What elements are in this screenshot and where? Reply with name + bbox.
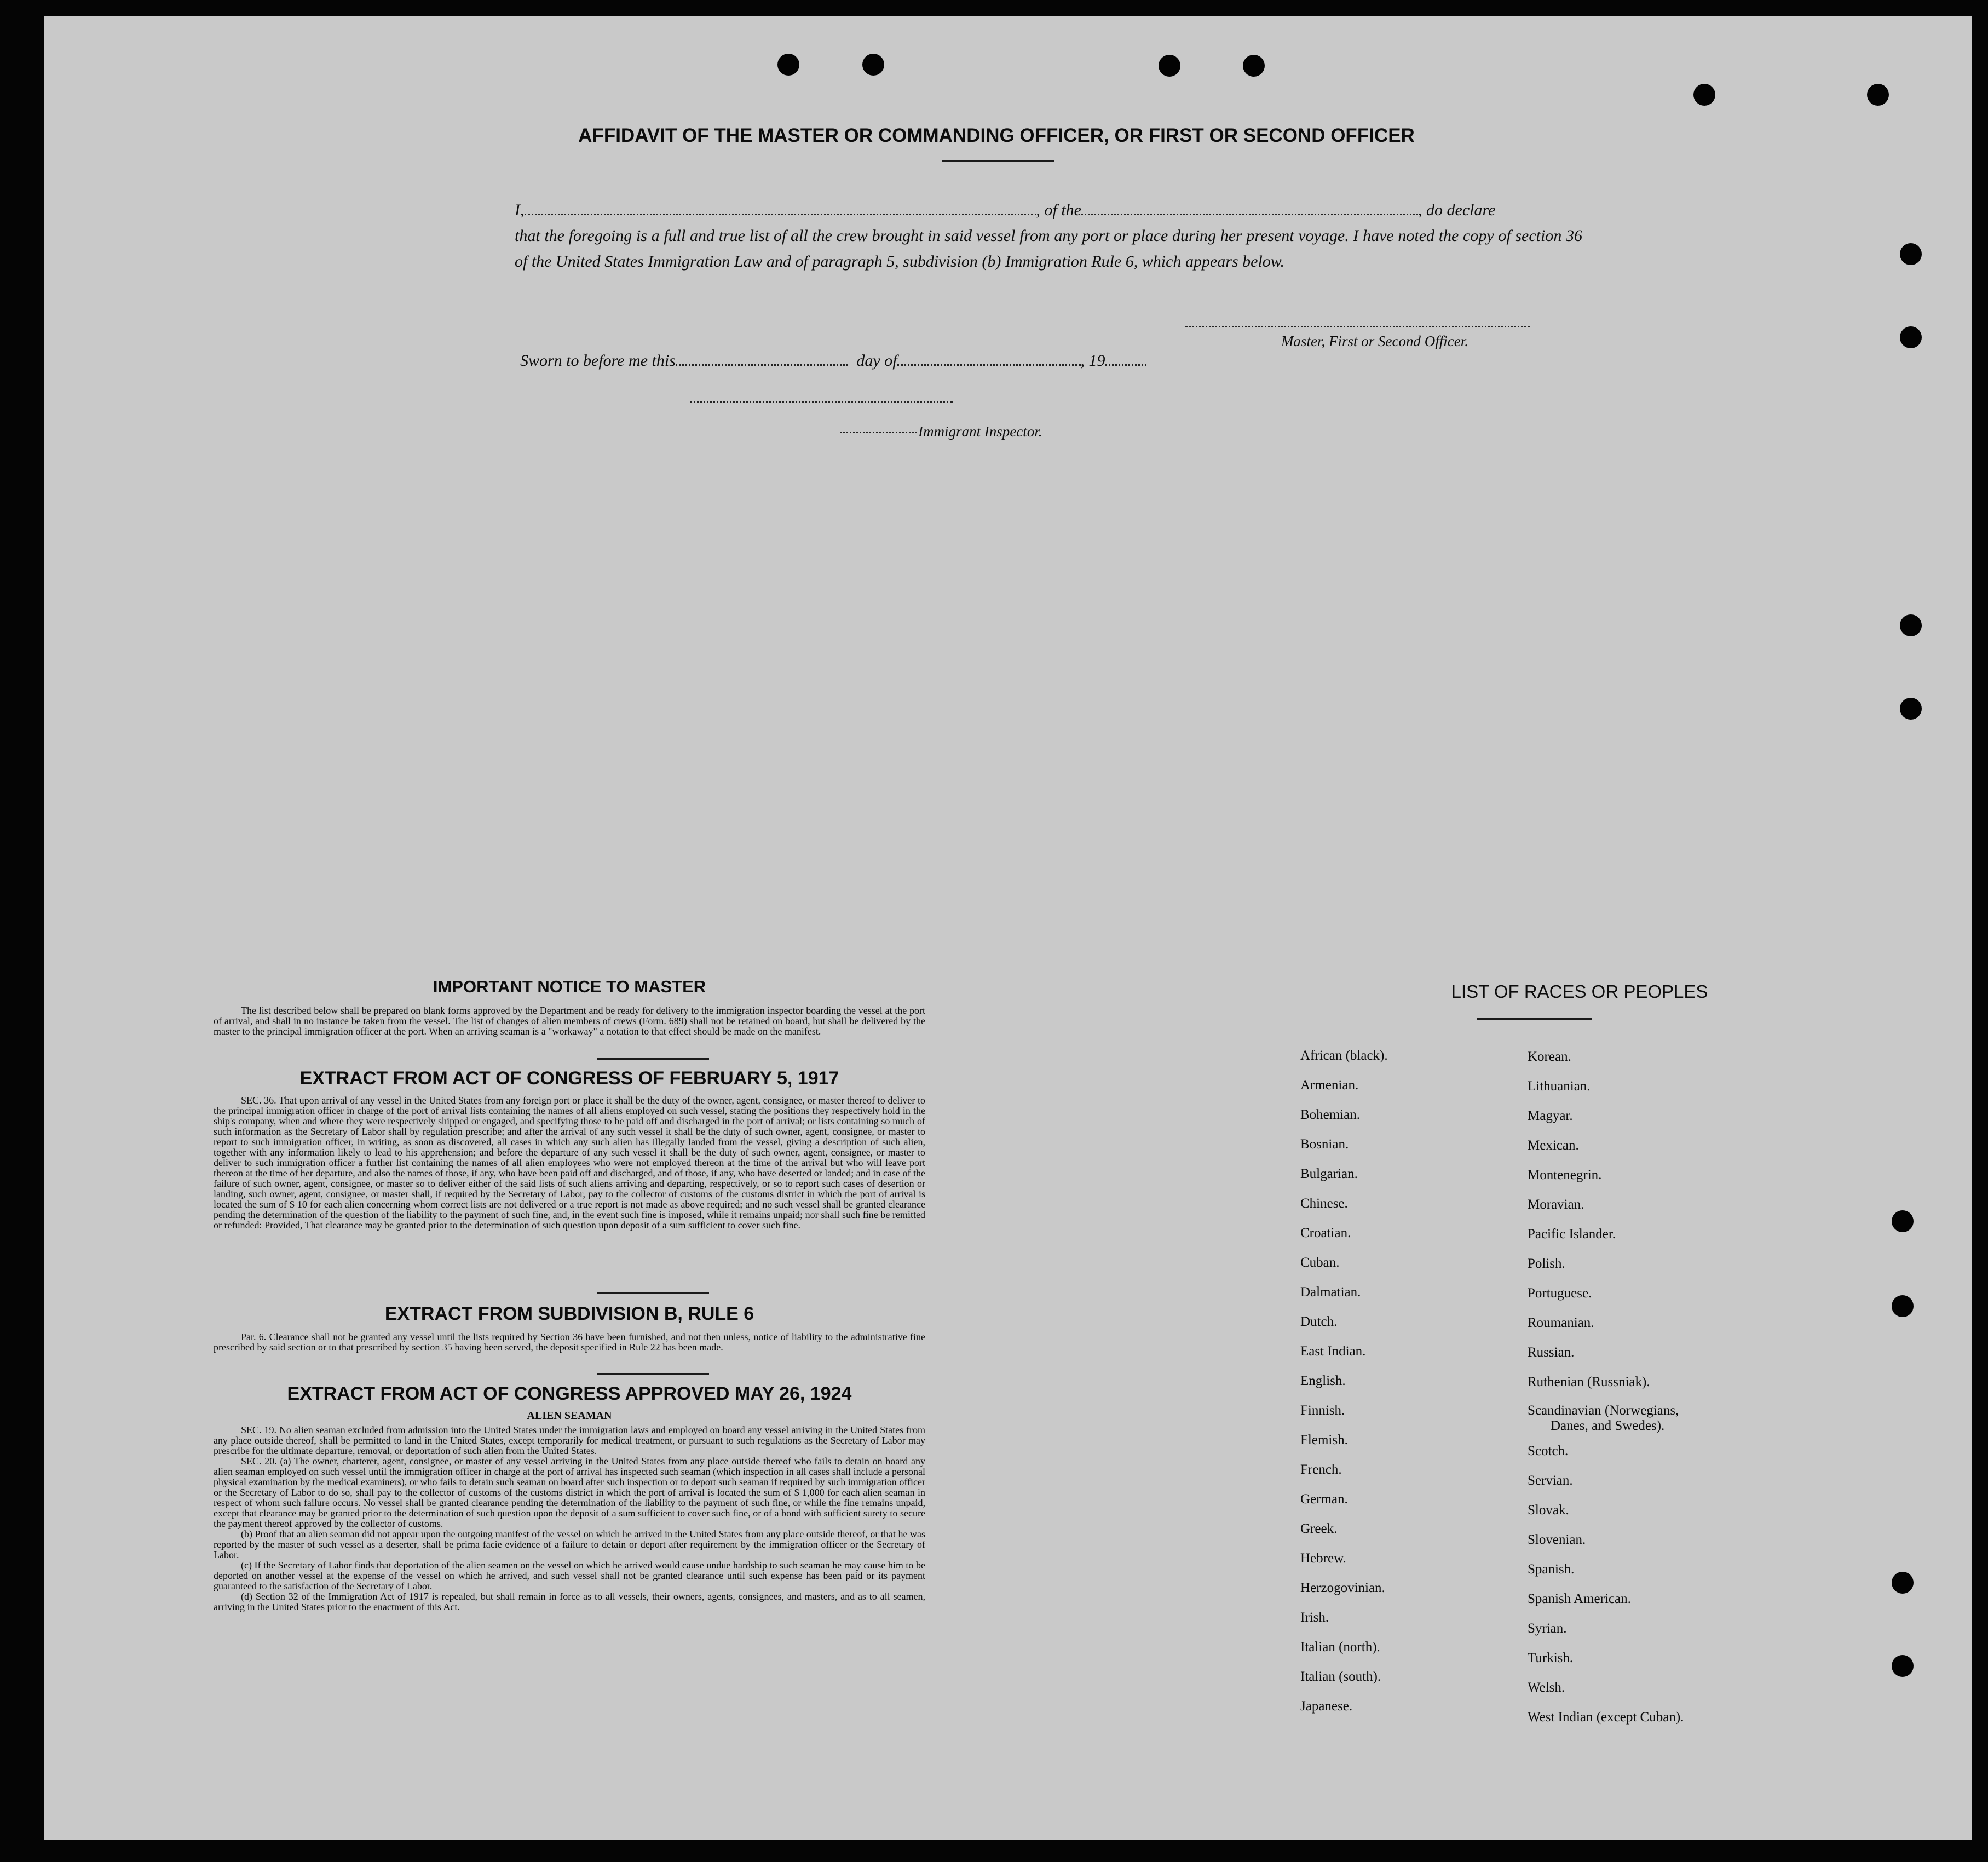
punch-hole <box>1892 1655 1914 1677</box>
sworn-year-field[interactable] <box>1105 361 1146 366</box>
affidavit-title: AFFIDAVIT OF THE MASTER OR COMMANDING OFFICER, OR FIRST OR SECOND OFFICER <box>578 125 1415 146</box>
race-right: Scandinavian (Norwegians, <box>1528 1403 1679 1418</box>
race-right: Polish. <box>1528 1256 1565 1271</box>
race-right: Montenegrin. <box>1528 1168 1602 1182</box>
notice-body <box>214 1005 925 1037</box>
extract-1924-title: EXTRACT FROM ACT OF CONGRESS APPROVED MAY 26, 1924 <box>287 1383 852 1404</box>
notice-text: The list described below shall be prepared on blank forms approved by the Department and be ready for delivery to the immigration inspector boarding the vessel at the port of arrival, and shall in no instance be taken from the vessel. The list of changes of alien members of crews (Form. 689) shall not be retained on board, but shall be delivered by the master to the principal immigration officer at the port. When an arriving seaman is a "workaway" a notation to that effect should be made on the manifest. <box>214 1005 925 1037</box>
punch-hole <box>777 54 799 76</box>
race-right: Magyar. <box>1528 1108 1573 1123</box>
year-prefix: , 19 <box>1080 352 1105 370</box>
divider <box>597 1373 709 1375</box>
race-right: Slovenian. <box>1528 1532 1586 1547</box>
races-title: LIST OF RACES OR PEOPLES <box>1451 981 1708 1002</box>
master-signature-line[interactable] <box>1185 326 1530 327</box>
sworn-text: Sworn to before me this <box>520 352 676 370</box>
rule-6-body <box>214 1332 925 1353</box>
divider <box>597 1292 709 1294</box>
declaration <box>515 197 1582 274</box>
sec-36-text: SEC. 36. That upon arrival of any vessel in the United States from any foreign port or place it shall be the duty of the owner, agent, consignee, or master thereof to deliver to the principal immigration officer in charge of the port of arrival lists containing the names of all aliens employed on such vessel, stating the positions they respectively hold in the ship's company, when and where they were respectively shipped or engaged, and specifying those to be paid off and discharged in the port of arrival; or lists containing so much of such information as the Secretary of Labor shall by regulation prescribe; and after the arrival of any such vessel it shall be the duty of such owner, agent, consignee, or master to report to such immigration officer, in writing, as soon as discovered, all cases in which any such alien has illegally landed from the vessel, giving a description of such alien, together with any information likely to lead to his apprehension; and before the departure of any such vessel it shall be the duty of such owner, agent, consignee, or master to deliver to such immigration officer a further list containing the names of all alien employees who were not employed thereon at the time of the arrival but who will leave port thereon at the time of her departure, and also the names of those, if any, who have been paid off and discharged, and of those, if any, who have deserted or landed; and in case of the failure of such owner, agent, consignee, or master so to deliver either of the said lists of such aliens arriving and departing, respectively, or so to report such cases of desertion or landing, such owner, agent, consignee, or master shall, if required by the Secretary of Labor, pay to the collector of customs of the customs district in which the port of arrival is located the sum of $ 10 for each alien concerning whom correct lists are not delivered or a true report is not made as above required; and no such vessel shall be granted clearance pending the determination of the question of the liability to the payment of such fine, and, in the event such fine is imposed, while it remains unpaid; nor shall such fine be remitted or refunded: Provided, That clearance may be granted prior to the determination of such question upon deposit of a sum sufficient to cover such fine. <box>214 1095 925 1231</box>
sec-20b-text: (b) Proof that an alien seaman did not appear upon the outgoing manifest of the vessel on which he arrived in the United States from any place outside thereof, or that he was reported by the master of such vessel as a deserter, shall be prima facie evidence of a failure to detain or deport after requirement by the immigration officer or the Secretary of Labor. <box>214 1528 925 1560</box>
punch-hole <box>1867 84 1889 106</box>
race-left: Bosnian. <box>1300 1137 1349 1152</box>
race-left: German. <box>1300 1492 1348 1507</box>
race-right: Mexican. <box>1528 1138 1579 1153</box>
race-left: French. <box>1300 1462 1342 1477</box>
race-left: Italian (north). <box>1300 1640 1380 1654</box>
inspector-label: Immigrant Inspector. <box>918 423 1042 440</box>
race-right: Spanish American. <box>1528 1591 1631 1606</box>
race-right: Slovak. <box>1528 1503 1569 1518</box>
race-right: Korean. <box>1528 1049 1571 1064</box>
race-right: Portuguese. <box>1528 1286 1592 1301</box>
vessel-field[interactable] <box>1081 210 1418 215</box>
race-right: Welsh. <box>1528 1680 1565 1695</box>
sworn-month-field[interactable] <box>897 361 1081 366</box>
race-left: Greek. <box>1300 1521 1338 1536</box>
race-right: Syrian. <box>1528 1621 1567 1636</box>
race-right: Ruthenian (Russniak). <box>1528 1375 1650 1389</box>
document-page <box>44 16 1972 1840</box>
punch-hole <box>1900 243 1922 265</box>
race-right: Lithuanian. <box>1528 1079 1591 1094</box>
divider <box>1477 1018 1592 1020</box>
race-right: Danes, and Swedes). <box>1551 1418 1665 1433</box>
sworn-line <box>520 352 1146 370</box>
race-left: Dalmatian. <box>1300 1285 1361 1300</box>
rule-6-title: EXTRACT FROM SUBDIVISION B, RULE 6 <box>384 1303 754 1324</box>
inspector-signature-line[interactable] <box>690 401 953 403</box>
punch-hole <box>1159 55 1180 77</box>
sec-20c-text: (c) If the Secretary of Labor finds that deportation of the alien seamen on the vessel on which he arrived would cause undue hardship to such seaman he may cause him to be deported on another vessel at the expense of the vessel on which he arrived, and such vessel shall not be granted clearance until such expense has been paid or its payment guaranteed to the satisfaction of the Secretary of Labor. <box>214 1560 925 1591</box>
punch-hole <box>1900 698 1922 720</box>
race-right: Servian. <box>1528 1473 1573 1488</box>
sec-19-text: SEC. 19. No alien seaman excluded from admission into the United States under the immigration laws and employed on board any vessel arriving in the United States from any place outside thereof, shall be permitted to land in the United States, except temporarily for medical treatment, or pursuant to such regulations as the Secretary of Labor may prescribe for the ultimate departure, removal, or deportation of such alien from the United States. <box>214 1424 925 1456</box>
sworn-day-field[interactable] <box>676 361 848 366</box>
race-right: Pacific Islander. <box>1528 1227 1616 1242</box>
race-right: Roumanian. <box>1528 1315 1594 1330</box>
punch-hole <box>1892 1210 1914 1232</box>
extract-1917-title: EXTRACT FROM ACT OF CONGRESS OF FEBRUARY 5, 1917 <box>299 1068 839 1089</box>
decl-i: I, <box>515 201 525 219</box>
race-left: Bohemian. <box>1300 1107 1361 1122</box>
punch-hole <box>1693 84 1715 106</box>
race-left: Cuban. <box>1300 1255 1340 1270</box>
inspector-dots <box>840 432 917 433</box>
race-left: Hebrew. <box>1300 1551 1346 1566</box>
extract-1924-body <box>214 1425 925 1612</box>
race-right: Spanish. <box>1528 1562 1575 1577</box>
notice-title: IMPORTANT NOTICE TO MASTER <box>433 977 706 996</box>
punch-hole <box>1892 1572 1914 1594</box>
race-left: Herzogovinian. <box>1300 1581 1385 1595</box>
sec-20a-text: SEC. 20. (a) The owner, charterer, agent, consignee, or master of any vessel arriving in the United States from any place outside thereof who fails to detain on board any alien seaman employed on such vessel until the immigration officer in charge at the port of arrival has inspected such seaman (which inspection in all cases shall include a personal physical examination by the medical examiners), or who fails to detain such seaman on board after such inspection or to deport such seaman if required by such immigration officer or the Secretary of Labor to do so, shall pay to the collector of customs of the customs district in which the port of arrival is located the sum of $ 1,000 for each alien seaman in respect of whom such failure occurs. No vessel shall be granted clearance pending the determination of the liability to the payment of such fine, or while the fine remains unpaid, except that clearance may be granted prior to the determination of such question upon the deposit of a sum sufficient to cover such fine, or of a bond with sufficient surety to secure the payment thereof approved by the collector of customs. <box>214 1456 925 1529</box>
race-left: Chinese. <box>1300 1196 1348 1211</box>
race-left: Irish. <box>1300 1610 1329 1625</box>
divider <box>942 160 1054 162</box>
race-right: Scotch. <box>1528 1444 1569 1458</box>
divider <box>597 1058 709 1060</box>
race-left: Flemish. <box>1300 1433 1348 1447</box>
race-right: Moravian. <box>1528 1197 1584 1212</box>
sec-20d-text: (d) Section 32 of the Immigration Act of 1917 is repealed, but shall remain in force as to all vessels, their owners, agents, consignees, and masters, and as to all seamen, arriving in the United States prior to the enactment of this Act. <box>214 1591 925 1612</box>
race-left: Bulgarian. <box>1300 1166 1358 1181</box>
alien-seaman-subtitle: ALIEN SEAMAN <box>527 1410 612 1422</box>
race-left: East Indian. <box>1300 1344 1366 1359</box>
extract-1917-body <box>214 1095 925 1231</box>
race-right: Russian. <box>1528 1345 1575 1360</box>
race-left: African (black). <box>1300 1048 1388 1063</box>
race-left: English. <box>1300 1373 1346 1388</box>
punch-hole <box>1892 1295 1914 1317</box>
master-signature-label: Master, First or Second Officer. <box>1281 333 1468 349</box>
race-left: Croatian. <box>1300 1226 1351 1240</box>
par-6-text: Par. 6. Clearance shall not be granted any vessel until the lists required by Section 36 have been furnished, and not then unless, notice of liability to the administrative fine prescribed by said section or to that prescribed by section 35 having been served, the deposit specified in Rule 22 has been made. <box>214 1331 925 1353</box>
race-right: Turkish. <box>1528 1651 1574 1665</box>
day-of-text: day of <box>856 352 897 370</box>
punch-hole <box>862 54 884 76</box>
race-left: Dutch. <box>1300 1314 1338 1329</box>
race-left: Finnish. <box>1300 1403 1345 1418</box>
race-left: Japanese. <box>1300 1699 1353 1714</box>
decl-of-the: , of the <box>1036 201 1081 219</box>
decl-body: that the foregoing is a full and true list of all the crew brought in said vessel from any port or place during her present voyage. I have noted the copy of section 36 of the United States Immigration Law and of paragraph 5, subdivision (b) Immigration Rule 6, which appears below. <box>515 227 1582 271</box>
punch-hole <box>1900 326 1922 348</box>
punch-hole <box>1243 55 1265 77</box>
decl-do-declare: , do declare <box>1418 201 1496 219</box>
race-right: West Indian (except Cuban). <box>1528 1710 1684 1725</box>
name-field[interactable] <box>525 210 1036 215</box>
race-left: Armenian. <box>1300 1078 1359 1093</box>
race-left: Italian (south). <box>1300 1669 1381 1684</box>
punch-hole <box>1900 614 1922 636</box>
